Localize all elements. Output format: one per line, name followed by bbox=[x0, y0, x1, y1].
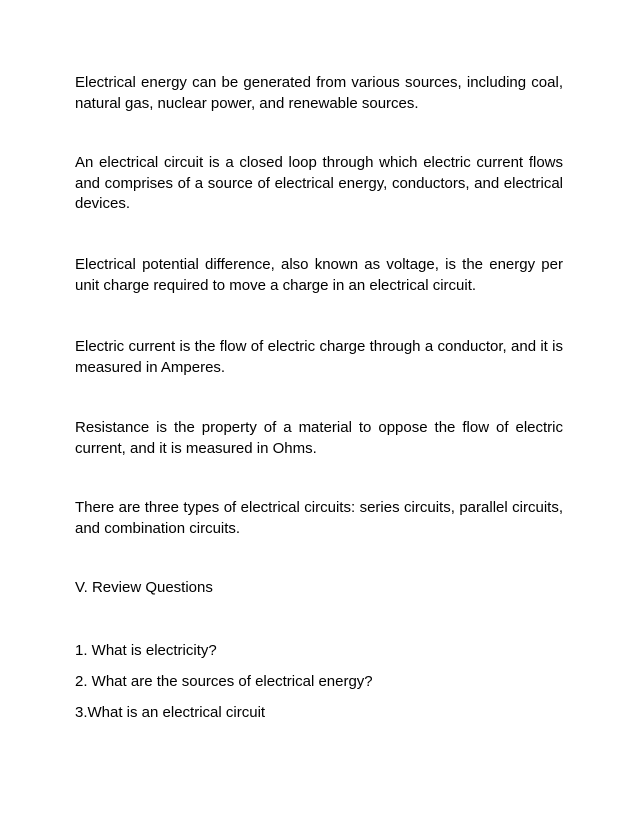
paragraph-electrical-circuit: An electrical circuit is a closed loop through which electric current flows and comprises of a source of electrical energy, conductors, and electrical devices. bbox=[75, 154, 563, 212]
paragraph-circuit-types: There are three types of electrical circuits: series circuits, parallel circuits, and combination circuits. bbox=[75, 499, 563, 537]
paragraph-energy-sources: Electrical energy can be generated from various sources, including coal, natural gas, nuclear power, and renewable sources. bbox=[75, 74, 563, 112]
paragraph-resistance: Resistance is the property of a material to oppose the flow of electric current, and it is measured in Ohms. bbox=[75, 419, 563, 457]
paragraph-voltage: Electrical potential difference, also known as voltage, is the energy per unit charge required to move a charge in an electrical circuit. bbox=[75, 256, 563, 294]
question-item: 1. What is electricity? bbox=[75, 642, 217, 659]
question-item: 2. What are the sources of electrical energy? bbox=[75, 673, 373, 690]
paragraph-current: Electric current is the flow of electric charge through a conductor, and it is measured in Amperes. bbox=[75, 338, 563, 376]
section-heading: V. Review Questions bbox=[75, 579, 213, 596]
question-item: 3.What is an electrical circuit bbox=[75, 704, 266, 721]
